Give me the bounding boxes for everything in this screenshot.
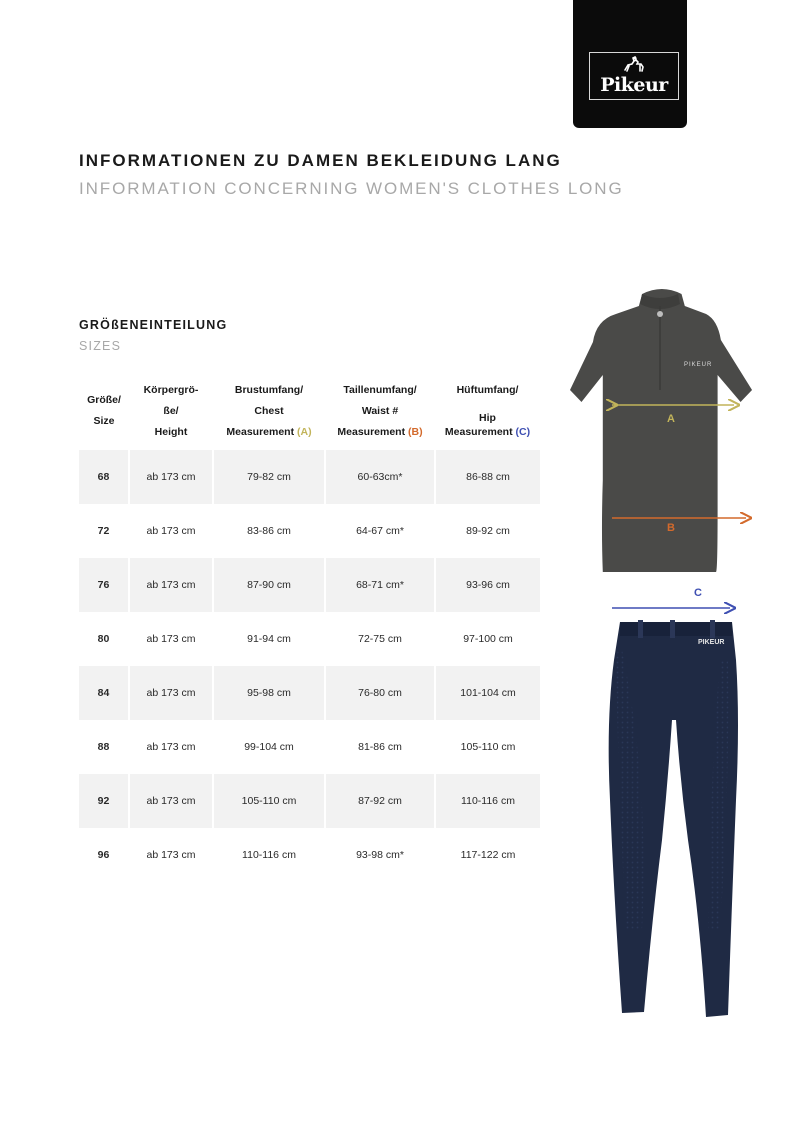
garment-illustration xyxy=(560,280,760,1025)
horse-rider-icon xyxy=(621,56,647,74)
header-chest-line1: Brustumfang/ xyxy=(234,383,304,396)
header-chest xyxy=(213,372,325,450)
table-row xyxy=(79,558,540,612)
header-waist-code: (B) xyxy=(408,425,423,438)
cell-height: ab 173 cm xyxy=(129,720,213,774)
cell-waist: 68-71 cm* xyxy=(325,558,435,612)
cell-hip: 105-110 cm xyxy=(460,741,516,753)
shirt-body xyxy=(570,289,752,572)
header-waist-line1: Taillenumfang/ xyxy=(343,383,417,396)
header-height-line1: Körpergrö- xyxy=(143,383,199,396)
belt-loop-icon xyxy=(710,620,715,638)
cell-chest: 99-104 cm xyxy=(213,720,325,774)
cell-hip: 101-104 cm xyxy=(435,666,540,720)
cell-hip: 117-122 cm xyxy=(460,849,516,861)
cell-height: ab 173 cm xyxy=(129,774,213,828)
pants-waistband xyxy=(620,622,732,636)
cell-height: ab 173 cm xyxy=(129,504,213,558)
cell-size: 68 xyxy=(79,450,129,504)
shirt-logo: PIKEUR xyxy=(684,362,713,368)
header-height xyxy=(129,372,213,450)
size-table xyxy=(79,372,540,882)
cell-size: 88 xyxy=(79,720,129,774)
brand-logo xyxy=(589,52,679,100)
cell-height: ab 173 cm xyxy=(129,612,213,666)
cell-size: 76 xyxy=(79,558,129,612)
cell-hip: 93-96 cm xyxy=(435,558,540,612)
cell-waist: 81-86 cm xyxy=(325,720,435,774)
section-title: GRÖßENEINTEILUNG xyxy=(79,318,228,332)
pants-illustration xyxy=(609,620,738,1017)
header-hip-measure: Measurement xyxy=(444,426,513,438)
measure-c-label: C xyxy=(694,587,702,599)
brand-logo-tab xyxy=(573,0,687,128)
measure-b-label: B xyxy=(667,522,675,534)
cell-chest: 79-82 cm xyxy=(213,450,325,504)
measure-a-label: A xyxy=(667,413,675,425)
cell-size: 84 xyxy=(79,666,129,720)
table-row xyxy=(79,828,540,882)
cell-hip: 86-88 cm xyxy=(435,450,540,504)
page-subtitle: INFORMATION CONCERNING WOMEN'S CLOTHES LONG xyxy=(79,179,624,198)
header-chest-line2: Chest xyxy=(254,404,284,417)
header-waist xyxy=(325,372,435,450)
header-height-line2: ße/ xyxy=(163,404,179,417)
cell-hip: 110-116 cm xyxy=(435,774,540,828)
table-row xyxy=(79,720,540,774)
header-chest-measure: Measurement xyxy=(226,425,295,438)
cell-waist: 64-67 cm* xyxy=(325,504,435,558)
cell-chest: 95-98 cm xyxy=(213,666,325,720)
cell-size: 80 xyxy=(79,612,129,666)
table-row xyxy=(79,666,540,720)
cell-size: 92 xyxy=(79,774,129,828)
cell-chest: 83-86 cm xyxy=(213,504,325,558)
pants-logo: PIKEUR xyxy=(698,639,725,646)
cell-waist: 72-75 cm xyxy=(325,612,435,666)
cell-chest: 105-110 cm xyxy=(213,774,325,828)
belt-loop-icon xyxy=(670,620,675,638)
header-hip-line1: Hüftumfang/ xyxy=(456,384,519,396)
cell-waist: 87-92 cm xyxy=(325,774,435,828)
header-chest-code: (A) xyxy=(297,425,312,438)
page-title: INFORMATIONEN ZU DAMEN BEKLEIDUNG LANG xyxy=(79,151,562,170)
shirt-illustration xyxy=(570,289,752,572)
cell-size: 96 xyxy=(79,828,129,882)
cell-waist: 93-98 cm* xyxy=(325,828,435,882)
cell-height: ab 173 cm xyxy=(129,828,213,882)
header-size-line2: Size xyxy=(93,415,115,427)
cell-chest: 91-94 cm xyxy=(213,612,325,666)
belt-loop-icon xyxy=(638,620,643,638)
section-subtitle: SIZES xyxy=(79,339,122,353)
cell-size: 72 xyxy=(79,504,129,558)
table-row xyxy=(79,612,540,666)
header-waist-line2: Waist # xyxy=(361,404,399,417)
cell-height: ab 173 cm xyxy=(129,450,213,504)
cell-hip: 97-100 cm xyxy=(463,633,513,645)
header-hip-code: (C) xyxy=(515,426,531,438)
header-hip-line2: Hip xyxy=(479,412,496,424)
cell-height: ab 173 cm xyxy=(129,558,213,612)
table-header-row xyxy=(79,372,540,450)
header-height-line3: Height xyxy=(154,425,188,438)
cell-height: ab 173 cm xyxy=(129,666,213,720)
header-waist-measure: Measurement xyxy=(337,425,406,438)
header-size xyxy=(79,372,129,450)
header-hip xyxy=(435,372,540,450)
header-size-line1: Größe/ xyxy=(87,394,121,406)
table-row xyxy=(79,774,540,828)
cell-waist: 76-80 cm xyxy=(325,666,435,720)
table-row xyxy=(79,450,540,504)
cell-hip: 89-92 cm xyxy=(466,525,510,537)
table-row xyxy=(79,504,540,558)
cell-chest: 87-90 cm xyxy=(213,558,325,612)
cell-waist: 60-63cm* xyxy=(325,450,435,504)
logo-text: Pikeur xyxy=(600,74,668,96)
cell-chest: 110-116 cm xyxy=(213,828,325,882)
zipper-pull-icon xyxy=(657,311,663,317)
